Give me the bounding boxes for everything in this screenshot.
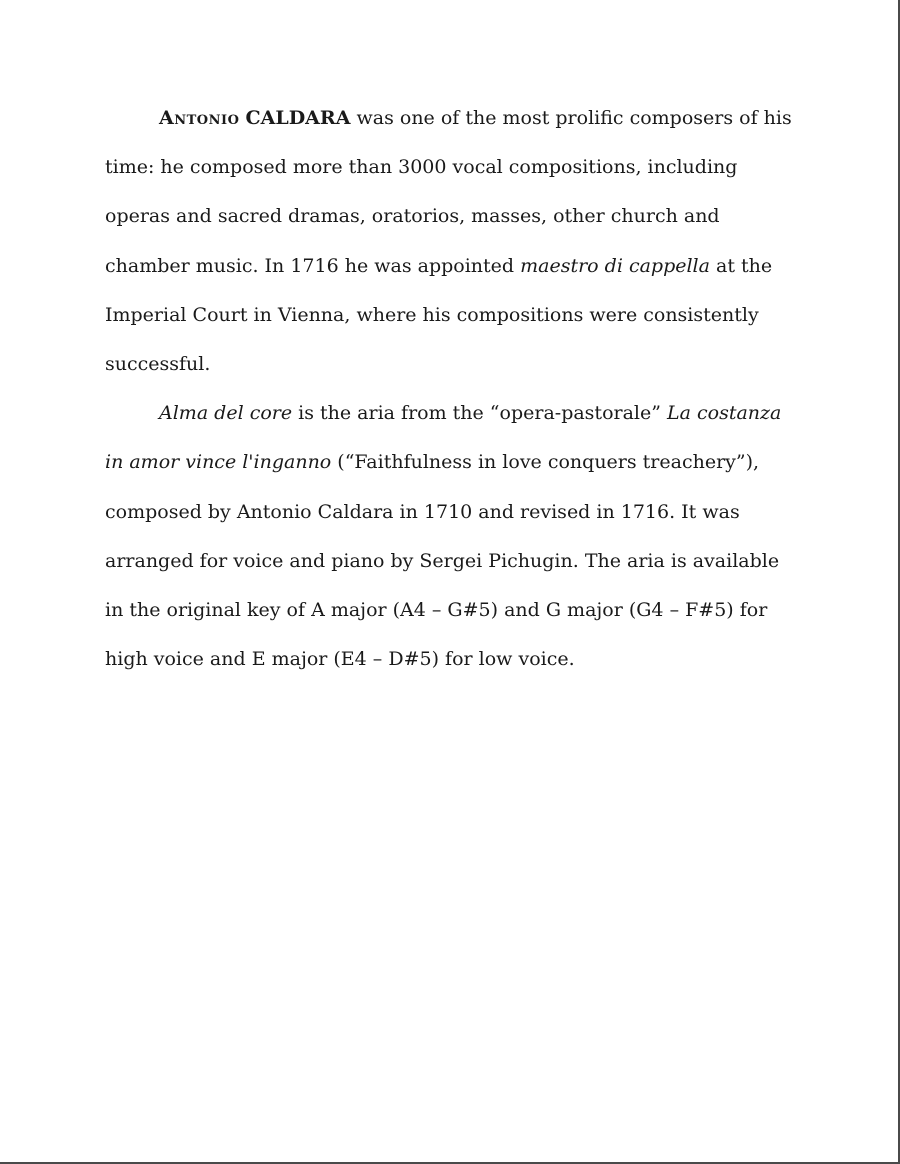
aria-text-part-2: (“Faithfulness in love conquers treachery”), composed by Antonio Caldara in 1710 and revised in 1716. It was arranged for voice and piano by Sergei Pichugin. The aria is available in the original key of A major (A4 – G#5) and G major (G4 – F#5) for high voice and E major (E4 – D#5) for low voice.	[105, 451, 780, 671]
aria-text-part-1: is the aria from the “opera-pastorale”	[292, 402, 667, 425]
composer-first-name: Antonio	[159, 107, 240, 129]
paragraph-caldara-bio	[105, 94, 795, 389]
aria-title-italic: Alma del core	[159, 402, 293, 425]
body-text	[105, 94, 795, 684]
opera-title-italic: La costanza in amor vince l'inganno	[105, 402, 782, 474]
maestro-di-cappella-italic: maestro di cappella	[520, 254, 710, 277]
paragraph-aria-description	[105, 389, 795, 684]
bio-text-part-2: at the Imperial Court in Vienna, where his compositions were consistently successful.	[105, 254, 773, 376]
composer-last-name: CALDARA	[245, 107, 351, 129]
bio-text-part-1: was one of the most prolific composers of his time: he composed more than 3000 vocal compositions, including operas and sacred dramas, oratorios, masses, other church and chamber music. In 1716 he was appointed	[105, 107, 792, 277]
